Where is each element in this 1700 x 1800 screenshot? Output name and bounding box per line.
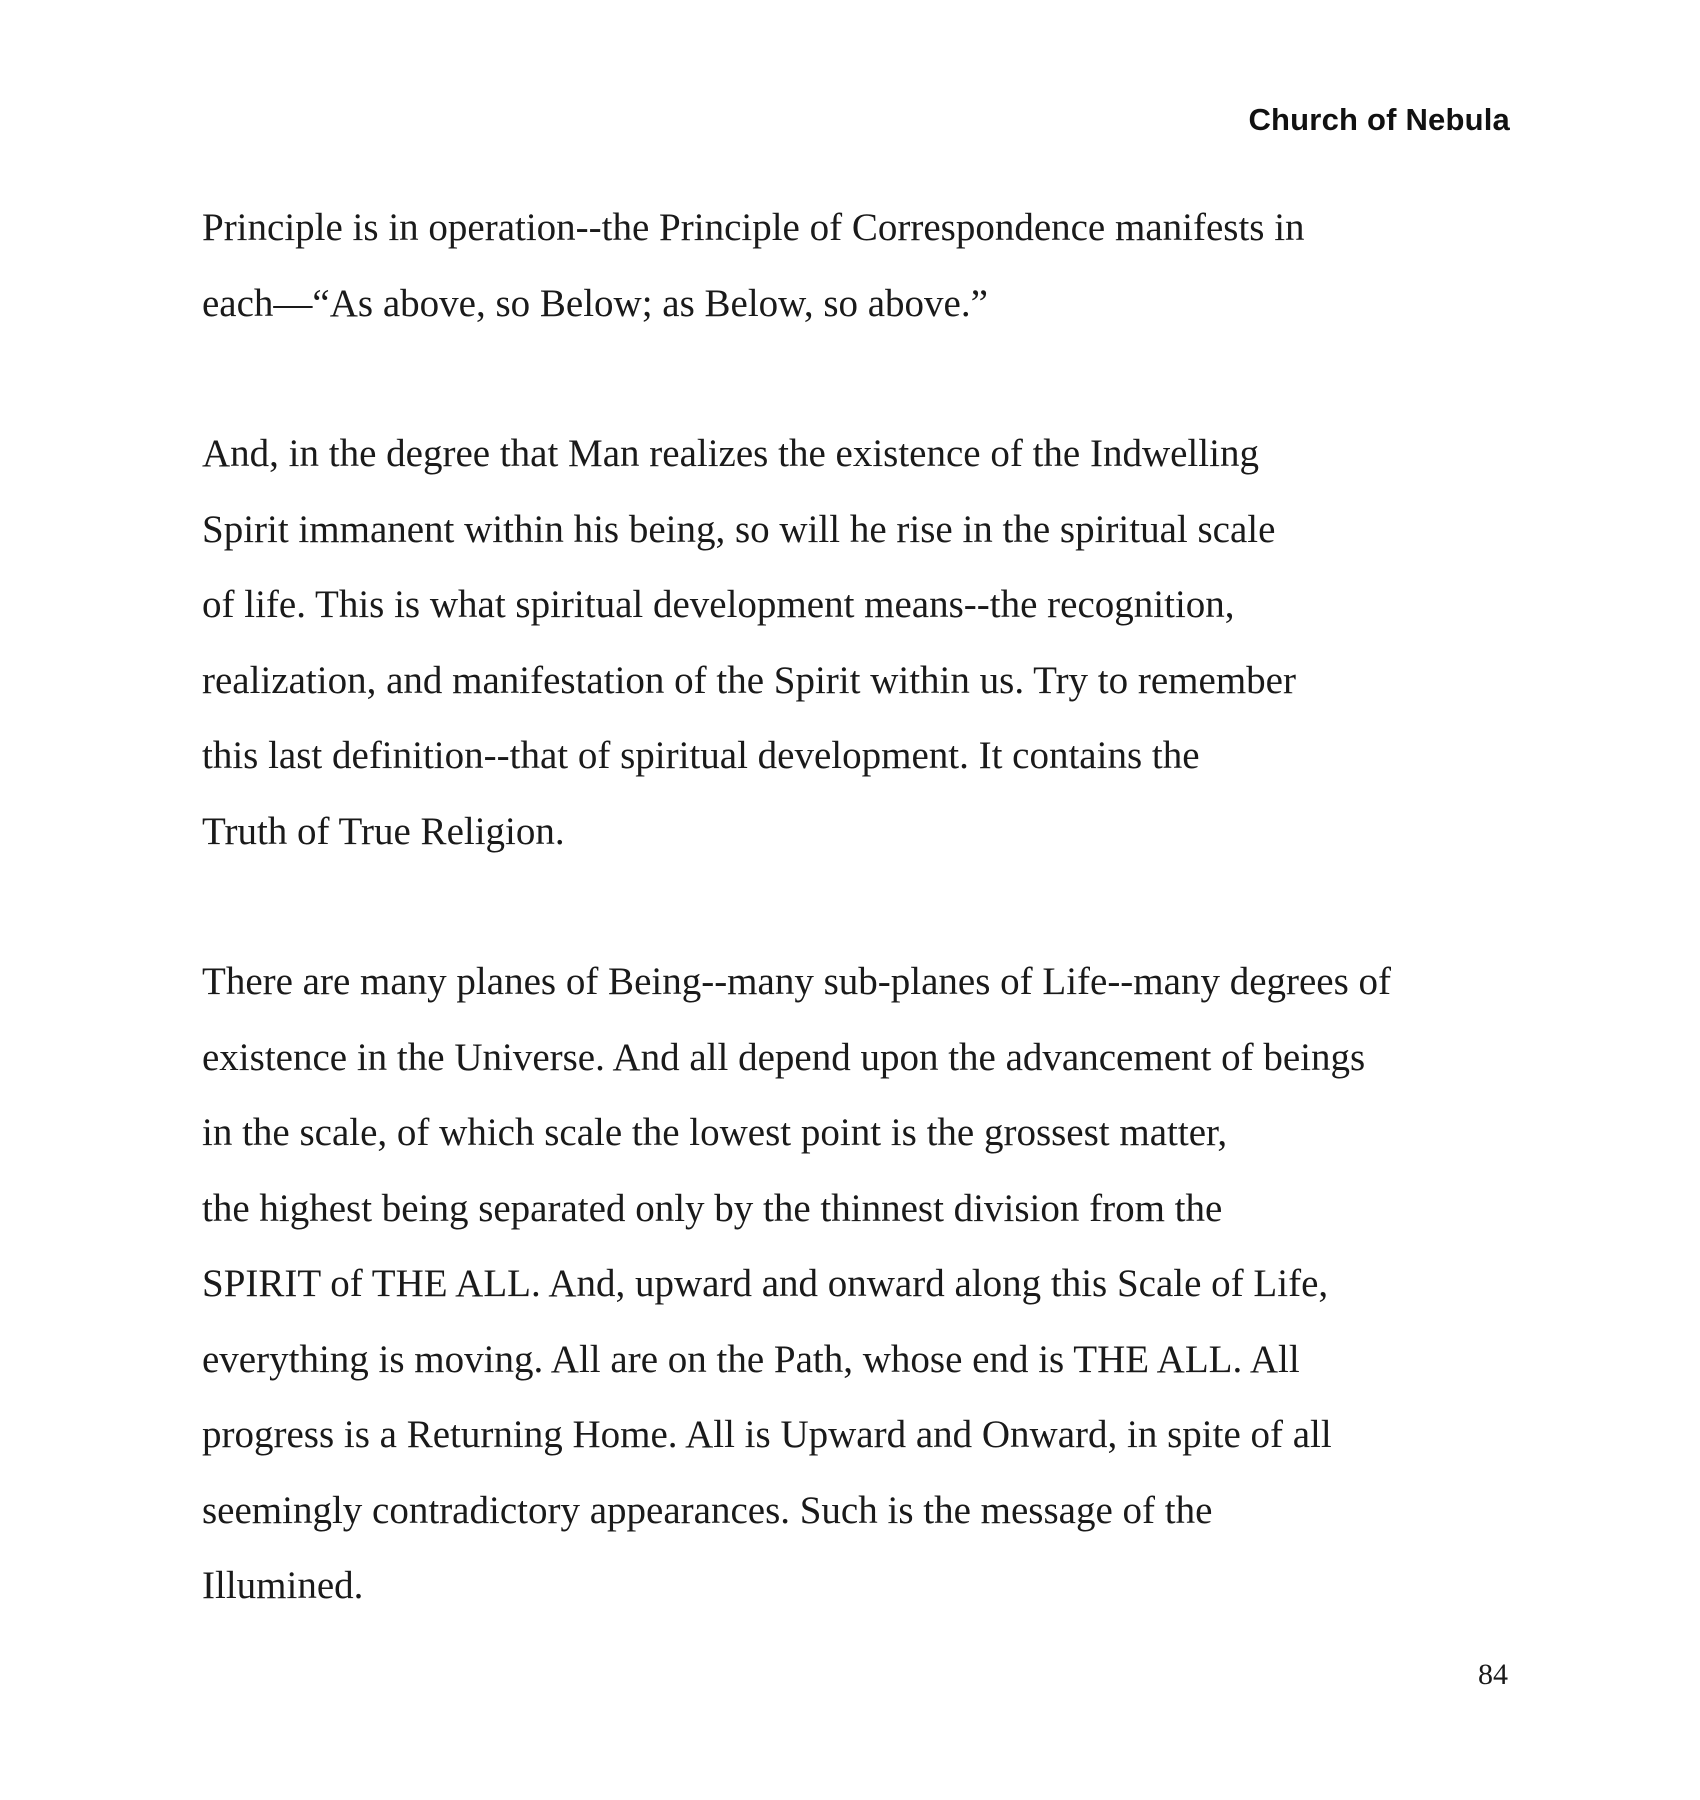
- text-line: in the scale, of which scale the lowest point is the grossest matter,: [202, 1111, 1228, 1154]
- body-text: [202, 190, 1522, 1624]
- text-line: existence in the Universe. And all depend upon the advancement of beings: [202, 1035, 1366, 1079]
- text-line: everything is moving. All are on the Path, whose end is THE ALL. All: [202, 1337, 1300, 1381]
- text-line: of life. This is what spiritual development means--the recognition,: [202, 583, 1235, 626]
- text-line: progress is a Returning Home. All is Upward and Onward, in spite of all: [202, 1413, 1332, 1456]
- paragraph-2: [202, 416, 1522, 869]
- text-line: And, in the degree that Man realizes the existence of the Indwelling: [202, 432, 1259, 475]
- text-line: the highest being separated only by the thinnest division from the: [202, 1186, 1223, 1230]
- text-line: this last definition--that of spiritual development. It contains the: [202, 734, 1200, 777]
- text-line: There are many planes of Being--many sub-planes of Life--many degrees of: [202, 960, 1392, 1003]
- text-line: Principle is in operation--the Principle of Correspondence manifests in: [202, 206, 1305, 249]
- text-line: Truth of True Religion.: [202, 809, 565, 853]
- page-number: 84: [1478, 1658, 1508, 1691]
- running-header-title: Church of Nebula: [1248, 102, 1510, 137]
- text-line: each—“As above, so Below; as Below, so above.”: [202, 281, 988, 325]
- text-line: realization, and manifestation of the Spirit within us. Try to remember: [202, 658, 1296, 702]
- paragraph-1: [202, 190, 1522, 341]
- text-line: SPIRIT of THE ALL. And, upward and onward along this Scale of Life,: [202, 1262, 1329, 1305]
- text-line: Illumined.: [202, 1564, 364, 1607]
- text-line: seemingly contradictory appearances. Such is the message of the: [202, 1488, 1213, 1532]
- text-line: Spirit immanent within his being, so will he rise in the spiritual scale: [202, 507, 1276, 551]
- paragraph-3: [202, 944, 1522, 1624]
